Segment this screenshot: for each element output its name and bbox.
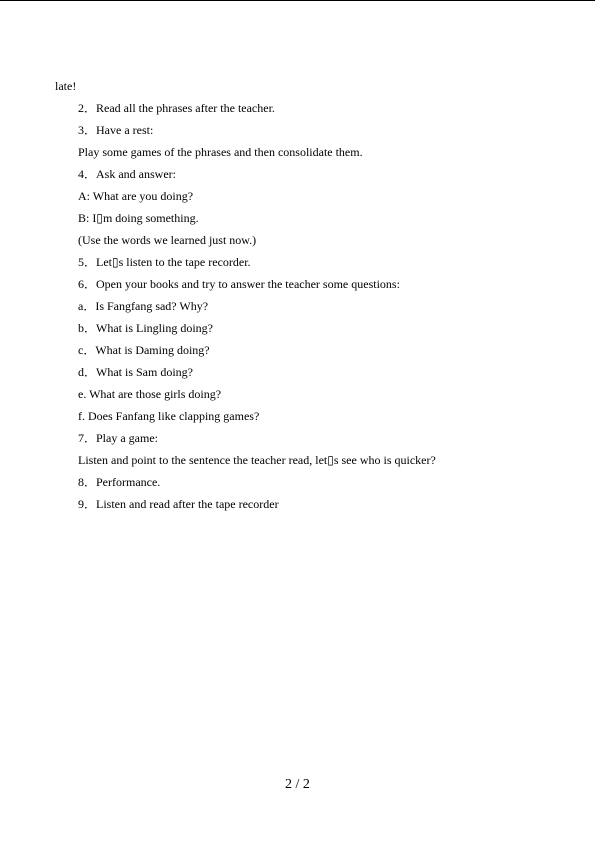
list-item-8: 8．Performance. bbox=[78, 475, 161, 489]
question-a: a．Is Fangfang sad? Why? bbox=[78, 299, 209, 313]
question-c: c．What is Daming doing? bbox=[78, 343, 210, 357]
list-item-4-note: (Use the words we learned just now.) bbox=[78, 233, 257, 247]
list-item-3-detail: Play some games of the phrases and then consolidate them. bbox=[78, 145, 363, 159]
list-item-2: 2．Read all the phrases after the teacher. bbox=[78, 101, 275, 115]
question-d: d．What is Sam doing? bbox=[78, 365, 193, 379]
text-line-continuation: late! bbox=[55, 79, 77, 93]
list-item-5: 5．Let▯s listen to the tape recorder. bbox=[78, 255, 251, 269]
question-b: b．What is Lingling doing? bbox=[78, 321, 213, 335]
list-item-9: 9．Listen and read after the tape recorder bbox=[78, 497, 279, 511]
question-f: f. Does Fanfang like clapping games? bbox=[78, 409, 260, 423]
question-e: e. What are those girls doing? bbox=[78, 387, 222, 401]
list-item-7: 7．Play a game: bbox=[78, 431, 158, 445]
top-border-line bbox=[0, 0, 595, 1]
list-item-4: 4．Ask and answer: bbox=[78, 167, 176, 181]
page-number: 2 / 2 bbox=[285, 777, 310, 792]
list-item-6: 6．Open your books and try to answer the teacher some questions: bbox=[78, 277, 400, 291]
list-item-3: 3．Have a rest: bbox=[78, 123, 154, 137]
dialogue-line-a: A: What are you doing? bbox=[78, 189, 194, 203]
dialogue-line-b: B: I▯m doing something. bbox=[78, 211, 199, 225]
list-item-7-detail: Listen and point to the sentence the teacher read, let▯s see who is quicker? bbox=[78, 453, 436, 467]
